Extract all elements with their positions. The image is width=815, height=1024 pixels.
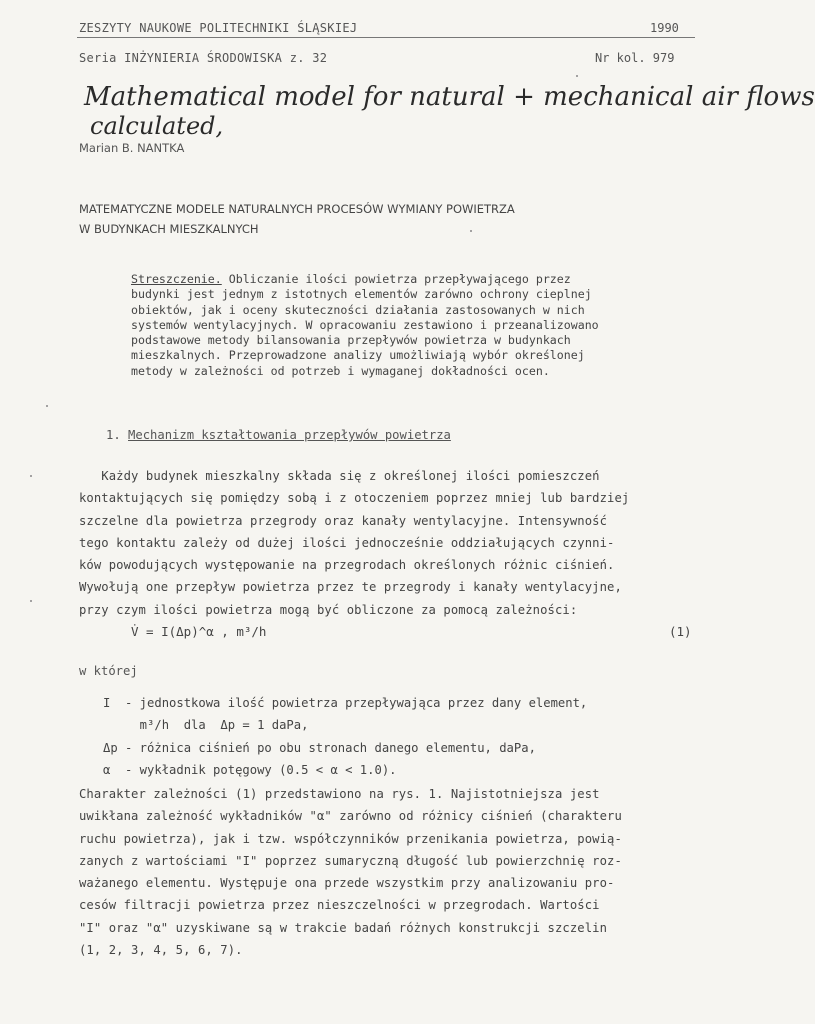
scan-speck [30, 475, 32, 477]
abstract-text: Obliczanie ilości powietrza przepływającego przez budynki jest jednym z istotnych elementów zarówno ochrony cieplnej obiektów, jak i oceny skuteczności działania zastosowanych w nich systemów wentylacyjnych. W opracowaniu zestawiono i przeanalizowano podstawowe metody bilansowania przepływów powietrza w budynkach mieszkalnych. Przeprowadzone analizy umożliwiają wybór określonej metody w zależności od potrzeb i wymaganej dokładności ocen. [131, 272, 599, 378]
journal-series: Seria INŻYNIERIA ŚRODOWISKA z. 32 [79, 51, 328, 65]
equation-number: (1) [669, 624, 692, 639]
handwritten-note-line-2: calculated, [90, 112, 224, 140]
section-number: 1. [106, 428, 121, 442]
symbol-definitions: I - jednostkowa ilość powietrza przepływająca przez dany element, m³/h dla Δp = 1 daPa, Δp - różnica ciśnień po obu stronach danego elementu, daPa, α - wykładnik potęgowy (0.5 < α < 1.0). [103, 696, 588, 777]
section-heading [106, 428, 451, 442]
paper-title-line-1: MATEMATYCZNE MODELE NATURALNYCH PROCESÓW WYMIANY POWIETRZA [79, 202, 515, 216]
author-name: Marian B. NANTKA [79, 141, 185, 155]
where-label: w której [79, 664, 138, 678]
scan-speck [470, 230, 472, 232]
abstract [131, 272, 691, 379]
abstract-heading: Streszczenie. [131, 272, 222, 286]
equation-formula: V̇ = I(Δp)^α , m³/h [131, 624, 267, 639]
paper-title-line-2: W BUDYNKACH MIESZKALNYCH [79, 222, 259, 236]
journal-name: ZESZYTY NAUKOWE POLITECHNIKI ŚLĄSKIEJ [79, 21, 358, 35]
scan-speck [576, 75, 578, 77]
scan-speck [30, 600, 32, 602]
header-rule [77, 37, 695, 38]
section-title: Mechanizm kształtowania przepływów powietrza [128, 428, 451, 442]
body-paragraph-2: Charakter zależności (1) przedstawiono na rys. 1. Najistotniejsza jest uwikłana zależność wykładników "α" zarówno od różnicy ciśnień (charakteru ruchu powietrza), jak i tzw. współczynników przenikania powietrza, powią- zanych z wartościami "I" poprzez sumaryczną długość lub powierzchnię roz- ważanego elementu. Występuje ona przede wszystkim przy analizowaniu pro- cesów filtracji powietrza przez nieszczelności w przegrodach. Wartości "I" oraz "α" uzyskiwane są w trakcie badań różnych konstrukcji szczelin (1, 2, 3, 4, 5, 6, 7). [79, 787, 622, 958]
paper-title [79, 199, 515, 239]
handwritten-note-line-1: Mathematical model for natural + mechanical air flows [84, 82, 815, 112]
scan-speck [46, 405, 48, 407]
issue-number: Nr kol. 979 [595, 51, 675, 65]
body-paragraph-1: Każdy budynek mieszkalny składa się z określonej ilości pomieszczeń kontaktujących się pomiędzy sobą i z otoczeniem poprzez mniej lub bardziej szczelne dla powietrza przegrody oraz kanały wentylacyjne. Intensywność tego kontaktu zależy od dużej ilości jednocześnie oddziałujących czynni- ków powodujących występowanie na przegrodach określonych różnic ciśnień. Wywołują one przepływ powietrza przez te przegrody i kanały wentylacyjne, przy czym ilości powietrza mogą być obliczone za pomocą zależności: [79, 469, 630, 617]
publication-year: 1990 [650, 21, 679, 35]
